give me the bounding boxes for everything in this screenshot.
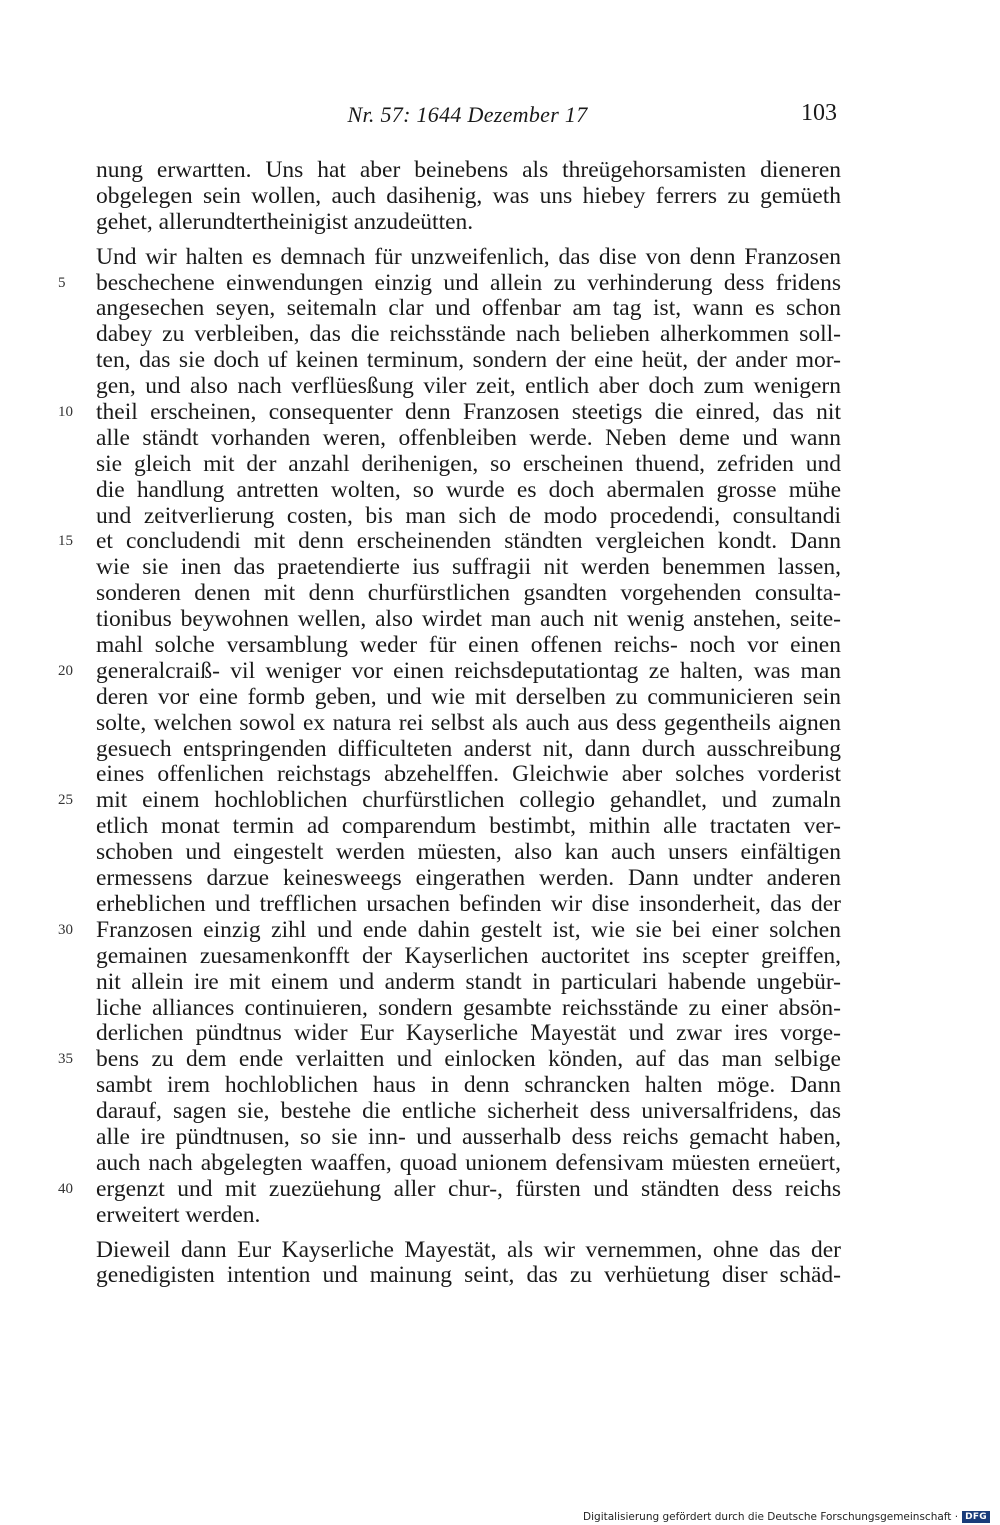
text-line <box>96 633 841 659</box>
line-text: derlichen pündtnus wider Eur Kayserliche Mayestät und zwar ires vorge- <box>96 1020 841 1047</box>
running-head: Nr. 57: 1644 Dezember 17 <box>347 102 588 127</box>
text-line <box>96 892 841 918</box>
line-text: etlich monat termin ad comparendum bestimbt, mithin alle tractaten ver- <box>96 813 841 840</box>
line-number: 40 <box>58 1180 73 1197</box>
line-text: nung erwartten. Uns hat aber beinebens als threügehorsamisten dieneren <box>96 157 841 183</box>
text-line <box>96 1263 841 1289</box>
text-line <box>96 685 841 711</box>
page-header <box>95 100 840 134</box>
text-line <box>96 737 841 763</box>
text-line <box>96 996 841 1022</box>
line-number: 30 <box>58 921 73 938</box>
text-line <box>96 296 841 322</box>
text-line <box>96 1151 841 1177</box>
text-line <box>96 1073 841 1099</box>
text-line <box>96 504 841 530</box>
page-number: 103 <box>801 100 837 126</box>
line-number: 10 <box>58 404 73 421</box>
line-text: beschechene einwendungen einzig und allein zu verhinderung dess fridens <box>96 269 841 296</box>
line-text: alle ständt vorhanden weren, offenbleiben werde. Neben deme und wann <box>96 424 841 451</box>
line-text: Und wir halten es demnach für unzweifenlich, das dise von denn Franzosen <box>96 243 841 270</box>
line-text: bens zu dem ende verlaitten und einlocken könden, auf das man selbige <box>96 1046 841 1073</box>
line-number: 20 <box>58 662 73 679</box>
text-line <box>96 184 841 210</box>
digitization-credit: Digitalisierung gefördert durch die Deutsche Forschungsgemeinschaft · <box>583 1511 959 1523</box>
text-line <box>96 762 841 788</box>
text-line <box>96 374 841 400</box>
line-text: Dieweil dann Eur Kayserliche Mayestät, als wir vernemmen, ohne das der <box>96 1236 841 1263</box>
text-line <box>96 1125 841 1151</box>
text-line <box>96 452 841 478</box>
text-line <box>96 426 841 452</box>
text-line <box>96 245 841 271</box>
text-line <box>58 787 841 814</box>
line-text: schoben und eingestelt werden müesten, also kan auch unsers einfältigen <box>96 839 841 866</box>
footer-credit <box>583 1511 990 1523</box>
text-line <box>96 478 841 504</box>
line-number: 5 <box>58 274 66 291</box>
text-line <box>58 528 841 555</box>
text-line <box>96 944 841 970</box>
line-text: dabey zu verbleiben, das die reichsstände nach belieben alherkommen soll- <box>96 321 841 348</box>
text-line <box>96 840 841 866</box>
text-line <box>58 399 841 426</box>
text-line <box>96 970 841 996</box>
text-line <box>58 916 841 944</box>
line-text: solte, welchen sowol ex natura rei selbst als auch aus dess gegentheils aignen <box>96 709 841 736</box>
line-text: sonderen denen mit denn churfürstlichen gsandten vorgehenden consulta- <box>96 580 841 607</box>
line-text: obgelegen sein wollen, auch dasihenig, was uns hiebey ferrers zu gemüeth <box>96 182 841 209</box>
text-line <box>58 657 841 685</box>
line-text: gemainen zuesamenkonfft der Kayserlichen auctoritet ins scepter greiffen, <box>96 942 841 969</box>
body-text <box>58 157 841 1289</box>
text-line <box>96 814 841 840</box>
text-line <box>96 607 841 633</box>
line-text: nit allein ire mit einem und anderm standt in particulari habende ungebür- <box>96 968 841 995</box>
line-text: erweitert werden. <box>96 1201 261 1228</box>
line-text: angesechen seyen, seitemaln clar und offenbar am tag ist, wann es schon <box>96 295 841 322</box>
text-line <box>96 210 841 236</box>
dfg-logo: DFG <box>962 1511 990 1523</box>
text-line <box>96 711 841 737</box>
line-text: genedigisten intention und mainung seint, das zu verhüetung diser schäd- <box>96 1262 841 1289</box>
line-text: gehet, allerundtertheinigist anzudeütten. <box>96 208 474 235</box>
text-line <box>96 158 841 184</box>
line-text: theil erscheinen, consequenter denn Franzosen steetigs die einred, das nit <box>96 399 841 426</box>
line-text: deren vor eine formb geben, und wie mit derselben zu communicieren sein <box>96 683 841 710</box>
line-text: die handlung antretten wolten, so wurde es doch abermalen grosse mühe <box>96 476 841 503</box>
text-line <box>96 322 841 348</box>
text-line <box>96 1203 841 1229</box>
text-line <box>96 581 841 607</box>
line-text: generalcraiß- vil weniger vor einen reichsdeputationtag ze halten, was man <box>96 657 841 684</box>
line-text: sambt irem hochloblichen haus in denn schrancken halten möge. Dann <box>96 1072 841 1099</box>
text-line <box>96 348 841 374</box>
text-line <box>58 269 841 297</box>
line-text: erheblichen und trefflichen ursachen befinden wir dise insonderheit, das der <box>96 890 841 917</box>
line-text: darauf, sagen sie, bestehe die entliche sicherheit dess universalfridens, das <box>96 1098 841 1125</box>
line-text: alle ire pündtnusen, so sie inn- und ausserhalb dess reichs gemacht haben, <box>96 1123 841 1150</box>
line-text: wie sie inen das praetendierte ius suffragii nit werden benemmen lassen, <box>96 554 841 581</box>
text-line <box>96 1238 841 1264</box>
line-text: Franzosen einzig zihl und ende dahin gestelt ist, wie sie bei einer solchen <box>96 916 841 943</box>
line-text: auch nach abgelegten waaffen, quoad unionem defensivam müesten erneüert, <box>96 1149 841 1176</box>
line-text: liche alliances continuieren, sondern gesambte reichsstände zu einer absön- <box>96 994 841 1021</box>
text-line <box>96 555 841 581</box>
text-line <box>58 1046 841 1073</box>
line-text: mit einem hochloblichen churfürstlichen collegio gehandlet, und zumaln <box>96 787 841 814</box>
line-text: gen, und also nach verflüesßung viler zeit, entlich aber doch zum wenigern <box>96 373 841 400</box>
line-text: et concludendi mit denn erscheinenden ständten vergleichen kondt. Dann <box>96 528 841 555</box>
text-line <box>96 866 841 892</box>
line-text: ermessens darzue keinesweegs eingerathen werden. Dann undter anderen <box>96 865 841 892</box>
line-number: 35 <box>58 1051 73 1068</box>
text-line <box>58 1175 841 1203</box>
line-text: ergenzt und mit zuezüehung aller chur-, fürsten und ständten dess reichs <box>96 1175 841 1202</box>
line-text: und zeitverlierung costen, bis man sich de modo procedendi, consultandi <box>96 502 841 529</box>
line-text: gesuech entspringenden difficulteten anderst nit, dann durch ausschreibung <box>96 735 841 762</box>
line-number: 15 <box>58 533 73 550</box>
line-text: mahl solche versamblung weder für einen offenen reichs- noch vor einen <box>96 632 841 659</box>
line-text: eines offenlichen reichstags abzehelffen. Gleichwie aber solches vorderist <box>96 761 841 788</box>
line-text: sie gleich mit der anzahl derihenigen, so erscheinen thuend, zefriden und <box>96 450 841 477</box>
line-text: tionibus beywohnen wellen, also wirdet man auch nit wenig anstehen, seite- <box>96 606 841 633</box>
line-text: ten, das sie doch uf keinen terminum, sondern der eine heüt, der ander mor- <box>96 347 841 374</box>
text-line <box>96 1099 841 1125</box>
line-number: 25 <box>58 792 73 809</box>
text-line <box>96 1021 841 1047</box>
